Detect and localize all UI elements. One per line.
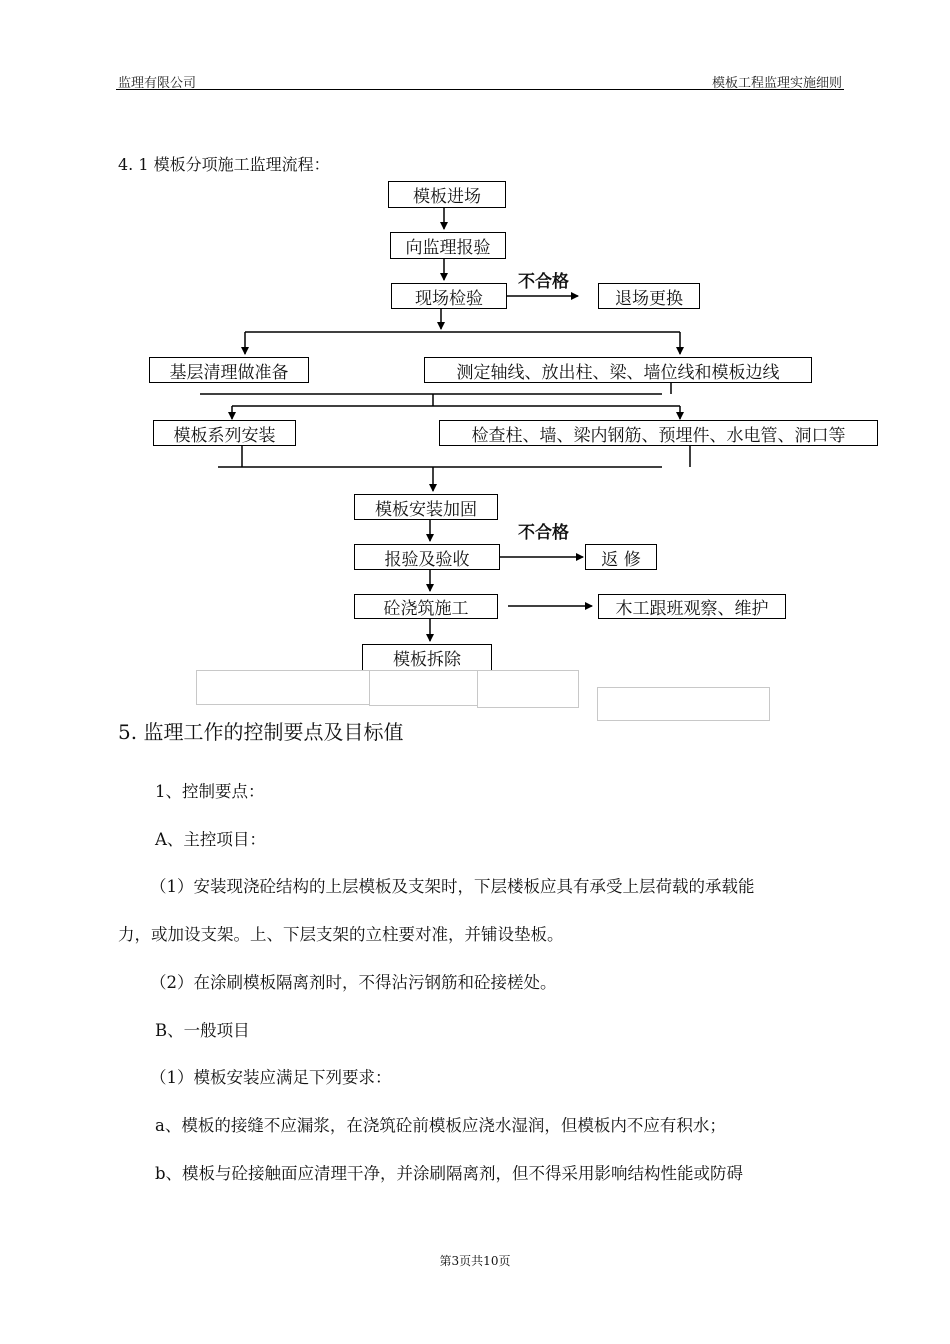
page-footer: 第3页共10页 (439, 1254, 511, 1268)
step-report-supervision: 向监理报验 (390, 232, 506, 259)
para-item-2: （2）在涂刷模板隔离剂时，不得沾污钢筋和砼接槎处。 (150, 973, 557, 992)
para-item-1a: （1）安装现浇砼结构的上层模板及支架时，下层楼板应具有承受上层荷载的承载能 (150, 877, 755, 896)
step-carpenter-watch: 木工跟班观察、维护 (598, 594, 786, 619)
empty-box (196, 670, 370, 705)
step-axis-setout: 测定轴线、放出柱、梁、墙位线和模板边线 (424, 357, 812, 383)
para-general-a: a、模板的接缝不应漏浆，在浇筑砼前模板应浇水湿润，但模板内不应有积水； (155, 1116, 726, 1135)
empty-box (477, 670, 579, 708)
para-general-b: b、模板与砼接触面应清理干净，并涂刷隔离剂，但不得采用影响结构性能或防碍 (155, 1164, 744, 1183)
fail-label-1: 不合格 (518, 272, 569, 292)
step-concrete-pour: 砼浇筑施工 (354, 594, 498, 619)
fail-label-2: 不合格 (518, 523, 569, 543)
section-title: 5. 监理工作的控制要点及目标值 (118, 720, 404, 744)
step-acceptance: 报验及验收 (354, 544, 500, 570)
step-repair: 返 修 (585, 544, 657, 570)
step-reinforce: 模板安装加固 (354, 494, 498, 520)
para-general-1: （1）模板安装应满足下列要求： (150, 1068, 392, 1087)
step-reject-replace: 退场更换 (598, 283, 700, 309)
header-doc-title: 模板工程监理实施细则 (711, 76, 842, 91)
empty-box (597, 687, 770, 721)
para-main-items: A、主控项目： (155, 830, 266, 849)
empty-box (369, 670, 478, 706)
step-site-inspection: 现场检验 (391, 283, 507, 309)
step-rebar-check: 检查柱、墙、梁内钢筋、预埋件、水电管、洞口等 (439, 420, 878, 446)
header-company: 监理有限公司 (118, 76, 197, 91)
step-formwork-removal: 模板拆除 (362, 644, 492, 671)
step-formwork-install: 模板系列安装 (153, 420, 296, 446)
flow-title: 4. 1 模板分项施工监理流程： (118, 155, 330, 174)
para-item-1b: 力，或加设支架。上、下层支架的立柱要对准，并铺设垫板。 (118, 925, 564, 944)
para-general-items: B、一般项目 (155, 1021, 250, 1040)
step-base-cleaning: 基层清理做准备 (149, 357, 309, 383)
para-control-points: 1、控制要点： (155, 782, 265, 801)
step-formwork-entry: 模板进场 (388, 181, 506, 208)
